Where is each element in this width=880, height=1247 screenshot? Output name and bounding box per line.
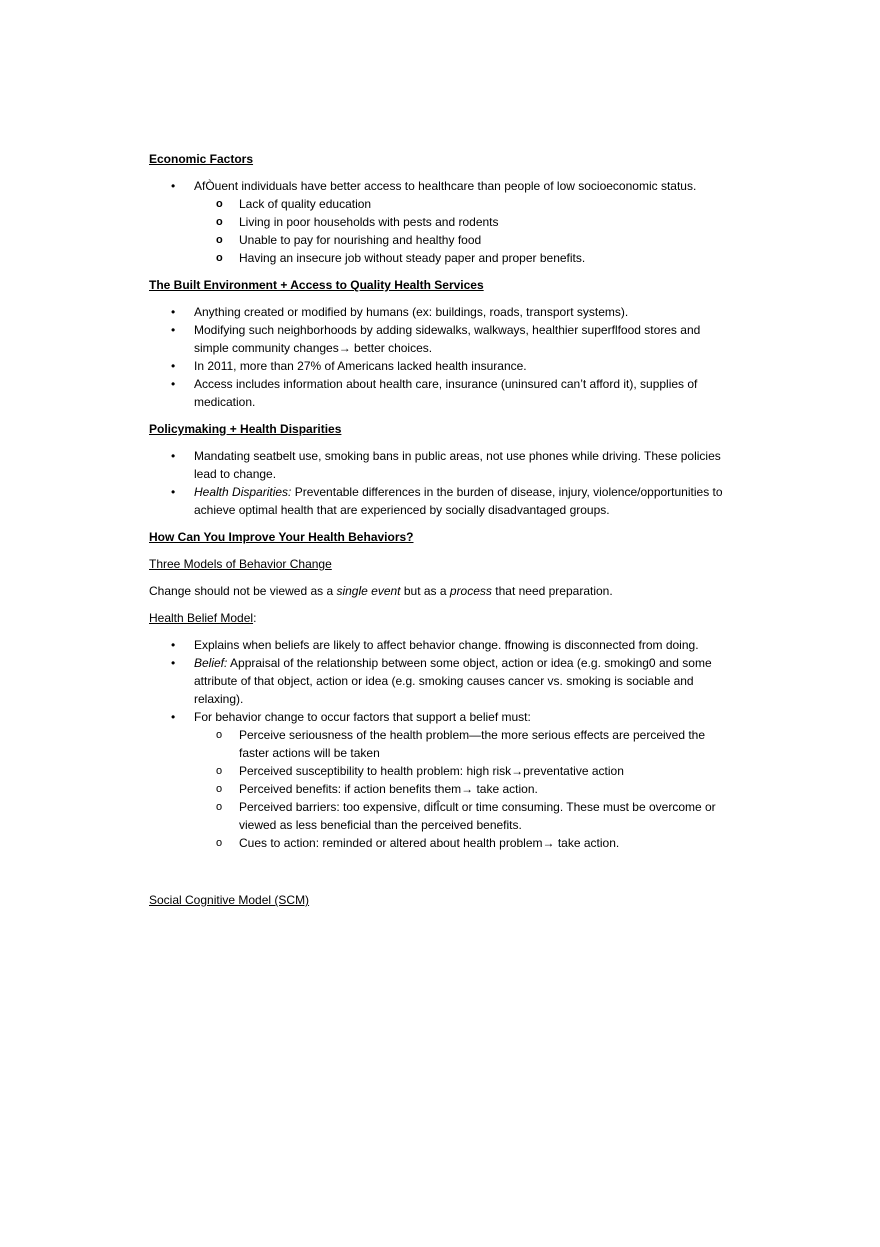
heading-social-cognitive-model: Social Cognitive Model (SCM) bbox=[149, 893, 310, 907]
list-item bbox=[149, 708, 734, 852]
heading-three-models: Three Models of Behavior Change bbox=[149, 557, 332, 571]
heading-health-belief-model bbox=[149, 609, 734, 627]
term-belief: Belief: bbox=[194, 656, 228, 670]
list-item: • Explains when beliefs are likely to affect behavior change. ffnowing is disconnected from doing. bbox=[149, 636, 734, 654]
list-item: o Lack of quality education bbox=[194, 195, 734, 213]
hbm-sublist bbox=[194, 726, 734, 852]
list-item: • Access includes information about health care, insurance (uninsured can’t afford it), supplies of medication. bbox=[149, 375, 734, 411]
emphasis-process: process bbox=[449, 584, 492, 598]
definition-text: Appraisal of the relationship between some object, action or idea (e.g. smoking0 and some attribute of that object, action or idea (e.g. smoking causes cancer vs. smoking is sociable and relaxing). bbox=[194, 656, 712, 706]
list-item: o Cues to action: reminded or altered about health problem→ take action. bbox=[194, 834, 734, 852]
hbm-list bbox=[149, 636, 734, 852]
heading-text: Health Belief Model bbox=[149, 611, 254, 625]
list-item: • In 2011, more than 27% of Americans lacked health insurance. bbox=[149, 357, 734, 375]
economic-bullet-1: AfÒuent individuals have better access to healthcare than people of low socioeconomic status. bbox=[194, 179, 697, 193]
list-item: o Perceived barriers: too expensive, difÎcult or time consuming. These must be overcome or viewed as less beneficial than the perceived benefits. bbox=[194, 798, 734, 834]
list-item: • Mandating seatbelt use, smoking bans in public areas, not use phones while driving. These policies lead to change. bbox=[149, 447, 734, 483]
heading-built-environment: The Built Environment + Access to Quality Health Services bbox=[149, 278, 484, 292]
policy-list bbox=[149, 447, 734, 519]
built-list bbox=[149, 303, 734, 411]
text-run: but as a bbox=[400, 584, 450, 598]
hbm-bullet-3: For behavior change to occur factors that support a belief must: bbox=[194, 710, 531, 724]
document-body bbox=[149, 150, 734, 918]
spacer bbox=[149, 861, 734, 891]
heading-policymaking: Policymaking + Health Disparities bbox=[149, 422, 342, 436]
definition-text: Preventable differences in the burden of disease, injury, violence/opportunities to achieve optimal health that are experienced by socially disadvantaged groups. bbox=[194, 485, 723, 517]
list-item bbox=[149, 483, 734, 519]
list-item: o Perceived benefits: if action benefits them→ take action. bbox=[194, 780, 734, 798]
emphasis-single-event: single event bbox=[336, 584, 401, 598]
list-item bbox=[149, 654, 734, 708]
heading-improve-behaviors: How Can You Improve Your Health Behaviors? bbox=[149, 530, 414, 544]
list-item: o Having an insecure job without steady paper and proper benefits. bbox=[194, 249, 734, 267]
economic-sublist bbox=[194, 195, 734, 267]
list-item: • Modifying such neighborhoods by adding sidewalks, walkways, healthier superﬂfood stores and simple community changes→ better choices. bbox=[149, 321, 734, 357]
change-paragraph bbox=[149, 582, 734, 600]
heading-economic-factors: Economic Factors bbox=[149, 152, 254, 166]
list-item: o Perceived susceptibility to health problem: high risk→preventative action bbox=[194, 762, 734, 780]
text-run: that need preparation. bbox=[491, 584, 613, 598]
heading-colon: : bbox=[253, 611, 257, 625]
list-item: • Anything created or modified by humans (ex: buildings, roads, transport systems). bbox=[149, 303, 734, 321]
text-run: Change should not be viewed as a bbox=[149, 584, 337, 598]
term-health-disparities: Health Disparities: bbox=[194, 485, 292, 499]
list-item: o Living in poor households with pests and rodents bbox=[194, 213, 734, 231]
list-item: o Perceive seriousness of the health problem—the more serious effects are perceived the faster actions will be taken bbox=[194, 726, 734, 762]
list-item: o Unable to pay for nourishing and healthy food bbox=[194, 231, 734, 249]
economic-list bbox=[149, 177, 734, 267]
list-item bbox=[149, 177, 734, 267]
